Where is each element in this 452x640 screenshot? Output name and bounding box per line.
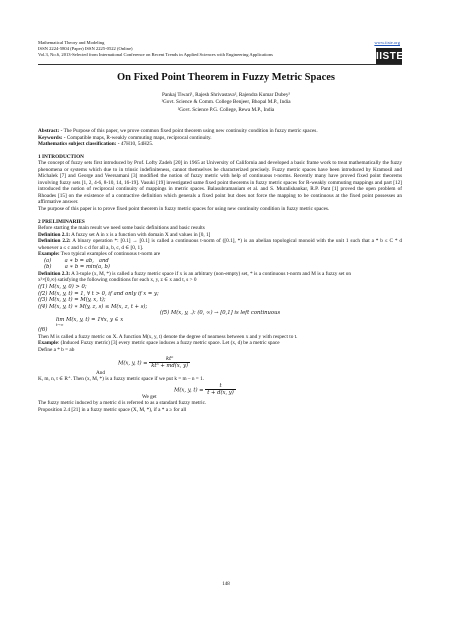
equation-1 xyxy=(38,356,402,370)
equation-2-lhs: M(x, y, t) = xyxy=(174,387,204,394)
example-1-text: Two typical examples of continuous t-norm are xyxy=(59,251,161,258)
equation-2-numerator: t xyxy=(205,383,236,391)
example-2-text: : (Induced Fuzzy metric) [3] every metric space induces a fuzzy metric space. Let (x, d) be a metric space xyxy=(57,340,280,347)
abstract-text: The Purpose of this paper, we prove common fixed point theorem using new continuity condition in fuzzy metric spaces. xyxy=(62,128,318,134)
definition-2-2-text: A binary operation *: [0.1] → [0.1] is called a continuous t-norm of ([0.1], *) is an abelian topological monoid with the unit 1 such that a * b ≤ C * d whenever a ≤ c and b ≤ d for all a, b, c, d ∈ [0, 1]. xyxy=(38,238,402,251)
equation-1-lhs: M(x, y, t) = xyxy=(118,360,148,367)
condition-f4: (f4) M(x, y, t) ∗ M(y, z, s) ≤ M(x, z, t + s); xyxy=(38,303,148,310)
prelim-intro: Before starting the main result we need some basic definitions and basic results xyxy=(38,225,205,232)
intro-paragraph-1: The concept of fuzzy sets first introduced by Prof. Lofty Zadeh [20] in 1965 at University of California and developed a basic frame work to treat mathematically the fuzzy phenomena or systems which due to in trinsic indefiniteness, cannot themselves be characterized precisely. Fuzzy metric spaces have been introduced by Kramosil and Michalek [7] and George and Veersamani [3] modified the notion of fuzzy metric with help of continuous t-norms. Recently many have proved fixed point theorems involving fuzzy sets [1, 2, 4-6, 8-10, 14, 16-19]. Vasuki [19] investigated same fixed point theorems in fuzzy metric spaces for R-weakly commuting mappings and part [12] introduced the notion of reciprocal continuity of mappings in metric spaces. Balasubramaniam et al. and S. Muralishankar, R.P. Pant [1] proved the open problem of Rhoades [15] on the existence of a contractive definition which generals a fixed point but does not force the mapping to be continuous at the fixed point possesses an affirmative answer. xyxy=(38,160,402,206)
definition-2-1-label: Definition 2.1: xyxy=(38,231,71,238)
we-get-text: We get xyxy=(142,393,157,400)
paper-body xyxy=(38,128,402,413)
definition-2-3-cont: x²×[0,∞) satisfying the following conditions for each x, y, z ∈ x and t, s > 0 xyxy=(38,277,197,284)
prelim-heading: 2 PRELIMINARIES xyxy=(38,218,85,225)
equation-2-fraction xyxy=(205,383,236,397)
example-a: (a) a ∗ b = ab, and xyxy=(44,257,109,264)
condition-f6-sub: t→∞ xyxy=(56,323,64,328)
example-1-label: Example: xyxy=(38,251,60,258)
condition-f3: (f3) M(x, y, t) = M(y, x, t); xyxy=(38,297,106,304)
affiliation-2: ²Govt. Science P.G. College, Rewa M.P., India xyxy=(177,106,275,113)
proposition-2-4: Proposition 2.4 [21] in a fuzzy metric space (X, M, *), if a * a ≥ for all xyxy=(38,406,187,413)
define-product: Define a * b = ab xyxy=(38,346,75,353)
keywords-label: Keywords: - xyxy=(38,134,66,141)
header-rule xyxy=(38,64,402,65)
journal-url[interactable]: www.iiste.org xyxy=(374,40,400,45)
abstract-label: Abstract: - xyxy=(38,128,63,134)
condition-f6: (f6) xyxy=(38,327,48,334)
definition-2-3-text: A 3-tuple (x, M, *) is called a fuzzy metric space if x is an arbitrary (non-empty) set, * is a continuous t-norm and M is a fuzzy set on xyxy=(70,270,352,277)
journal-header xyxy=(38,40,338,59)
condition-f5: (f5) M(x, y, .): (0, ∞) → [0,1] is left continuous xyxy=(159,310,281,317)
equation-1-denominator: ktⁿ + md(x, y) xyxy=(151,363,189,370)
equation-1-fraction xyxy=(149,356,190,370)
equation-2-denominator: t + d(x, y) xyxy=(207,390,234,397)
equation-1-numerator: ktⁿ xyxy=(149,356,190,364)
intro-paragraph-2: The purpose of this paper is to prove fixed point theorem in fuzzy metric spaces for using new continuity condition in fuzzy metric spaces. xyxy=(38,206,330,213)
fuzzy-metric-note: Then M is called a fuzzy metric on X. A function M(x, y, t) denote the degree of nearness between x and y with respect to t. xyxy=(38,333,298,340)
paper-title: On Fixed Point Theorem in Fuzzy Metric Spaces xyxy=(116,72,336,83)
condition-f6-formula: lim M(x, y, t) = 1∀x, y ∈ x xyxy=(56,316,124,323)
msc-label: Mathematics subject classification: - xyxy=(38,141,120,148)
condition-f2: (f2) M(x, y, t) = 1, ∀ t > 0, if and only if x = y; xyxy=(38,290,159,297)
example-b: (b) a ∗ b = min(a, b) xyxy=(44,264,110,271)
induced-text: The fuzzy metric induced by a metric d is referred to as a standard fuzzy metric. xyxy=(38,400,207,407)
journal-name: Mathematical Theory and Modeling xyxy=(38,40,105,45)
keywords-text: Compatible maps, R-weakly commuting maps, reciprocal continuity. xyxy=(65,134,212,141)
author-names: Pankaj Tiwari¹, Rajesh Shrivastava², Rajendra Kumar Dubey² xyxy=(162,92,290,98)
condition-f1: (f1) M(x, y, 0) > 0; xyxy=(38,284,87,291)
journal-volume: Vol.3, No.6, 2013-Selected from International Conference on Recent Trends in Applied Sciences with Engineering Applications xyxy=(38,52,273,58)
iiste-logo: IISTE xyxy=(376,48,402,65)
affiliation-1: ¹Govt. Science & Comm. College Benjeer, Bhopal M.P., India xyxy=(161,99,291,106)
kmn-text: K, m, n, t ∈ R⁺. Then (x, M, *) is a fuzzy metric space if we put k = m – n = 1. xyxy=(38,376,205,383)
msc-text: 47H10, 54H25. xyxy=(119,141,154,148)
page-number: 148 xyxy=(222,582,230,587)
author-block xyxy=(0,92,452,114)
definition-2-2-label: Definition 2.2: xyxy=(38,238,71,245)
definition-2-3-label: Definition 2.3: xyxy=(38,270,71,277)
journal-issn: ISSN 2224-5804 (Paper) ISSN 2225-0522 (Online) xyxy=(38,46,133,52)
example-2-label: Example xyxy=(38,340,58,347)
intro-heading: 1 INTRODUCTION xyxy=(38,153,84,160)
definition-2-2 xyxy=(38,238,402,251)
and-text: And xyxy=(96,369,106,376)
definition-2-1-text: A fuzzy set A in x is a function with domain X and values in [0, 1] xyxy=(70,231,211,238)
